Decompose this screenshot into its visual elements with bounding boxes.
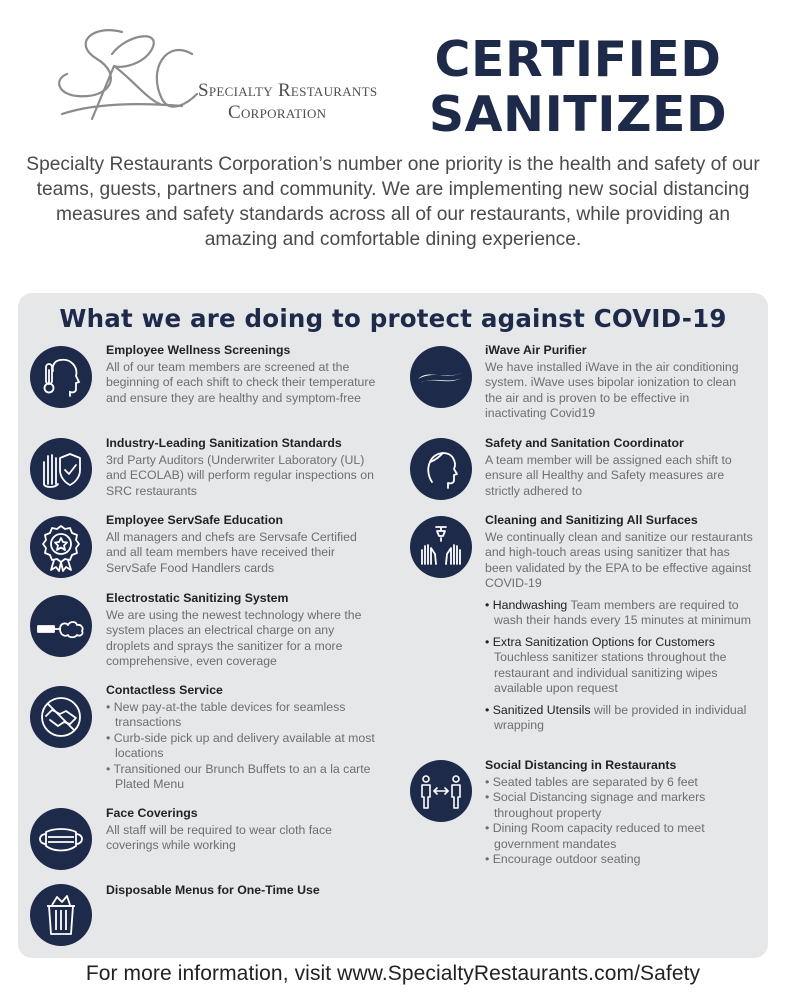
- item-body: A team member will be assigned each shift to ensure all Healthy and Safety measures are strictly adhered to: [485, 452, 732, 498]
- item-title: Disposable Menus for One-Time Use: [106, 883, 320, 897]
- headline-line2: SANITIZED: [428, 86, 728, 143]
- face-mask-icon: [30, 808, 92, 870]
- list-item: • Seated tables are separated by 6 feet: [485, 775, 753, 791]
- bullet-text: will be provided in individual wrapping: [494, 702, 747, 732]
- headline-line1: CERTIFIED: [434, 31, 722, 88]
- item-title: Safety and Sanitation Coordinator: [485, 436, 684, 450]
- list-item: • Dining Room capacity reduced to meet government mandates: [485, 821, 753, 852]
- item-title: Cleaning and Sanitizing All Surfaces: [485, 513, 698, 527]
- spray-nozzle-icon: [30, 595, 92, 657]
- item-title: Industry-Leading Sanitization Standards: [106, 436, 342, 450]
- list-item: [485, 635, 753, 697]
- bullet-lead: Handwashing: [492, 597, 568, 612]
- item-title: Employee ServSafe Education: [106, 513, 284, 527]
- item-title: Employee Wellness Screenings: [106, 343, 291, 357]
- company-name-line2: Corporation: [228, 102, 327, 123]
- headline: [428, 32, 728, 142]
- item-title: Contactless Service: [106, 683, 223, 697]
- item-body: 3rd Party Auditors (Underwriter Laboratory (UL) and ECOLAB) will perform regular inspections on SRC restaurants: [106, 452, 374, 498]
- item-title: Electrostatic Sanitizing System: [106, 591, 289, 605]
- bullet-text: Touchless sanitizer stations throughout the restaurant and individual sanitizing wipes available upon request: [494, 650, 727, 695]
- person-head-icon: [410, 438, 472, 500]
- item-body: We are using the newest technology where the system places an electrical charge on any droplets and sprays the sanitizer for a more comprehensive, even coverage: [106, 607, 362, 668]
- list-item: • Transitioned our Brunch Buffets to an a la carte Plated Menu: [106, 762, 376, 793]
- src-logo: [52, 24, 412, 134]
- intro-paragraph: Specialty Restaurants Corporation’s number one priority is the health and safety of our teams, guests, partners and community. We are implementing new social distancing measures and safety standards across all of our restaurants, while providing an amazing and comfortable dining experience.: [26, 154, 760, 250]
- air-wave-icon: [410, 346, 472, 408]
- sanitizer-hands-icon: [410, 516, 472, 578]
- bullet-lead: Sanitized Utensils: [492, 702, 591, 717]
- social-distancing-bullet-list: [485, 775, 753, 868]
- item-body: All of our team members are screened at the beginning of each shift to check their temperature and ensure they are healthy and symptom-free: [106, 359, 376, 405]
- contactless-bullet-list: [106, 700, 376, 793]
- item-body: We have installed iWave in the air conditioning system. iWave uses bipolar ionization to clean the air and is proven to be effective in inactivating Covid19: [485, 359, 739, 420]
- company-name: [198, 80, 377, 124]
- item-body: All managers and chefs are Servsafe Certified and all team members have received their ServSafe Food Handlers cards: [106, 529, 357, 575]
- no-handshake-icon: [30, 686, 92, 748]
- item-title: Face Coverings: [106, 806, 198, 820]
- item-body: All staff will be required to wear cloth face coverings while working: [106, 822, 333, 852]
- cleaning-bullet-list: [485, 598, 753, 734]
- footer-more-info: For more information, visit www.SpecialtyRestaurants.com/Safety: [85, 962, 701, 985]
- panel-title: What we are doing to protect against COVID-19: [59, 304, 727, 333]
- list-item: • Encourage outdoor seating: [485, 852, 753, 868]
- bullet-lead: Extra Sanitization Options for Customers: [492, 634, 715, 649]
- hand-shield-icon: [30, 438, 92, 500]
- src-monogram-logo: [52, 24, 202, 129]
- item-body: We continually clean and sanitize our restaurants and high-touch areas using sanitizer that has been validated by the EPA to be effective against COVID-19: [485, 529, 753, 590]
- company-name-line1: Specialty Restaurants: [198, 80, 378, 101]
- trash-bin-icon: [30, 884, 92, 946]
- social-distance-icon: [410, 760, 472, 822]
- thermometer-head-icon: [30, 346, 92, 408]
- award-badge-icon: [30, 516, 92, 578]
- list-item: • Social Distancing signage and markers throughout property: [485, 790, 753, 821]
- item-title: Social Distancing in Restaurants: [485, 758, 677, 772]
- item-title: iWave Air Purifier: [485, 343, 587, 357]
- list-item: • Curb-side pick up and delivery available at most locations: [106, 731, 376, 762]
- list-item: [485, 598, 753, 629]
- bullet-text: Team members are required to wash their hands every 15 minutes at minimum: [494, 597, 751, 627]
- list-item: [485, 703, 753, 734]
- list-item: • New pay-at-the table devices for seamless transactions: [106, 700, 376, 731]
